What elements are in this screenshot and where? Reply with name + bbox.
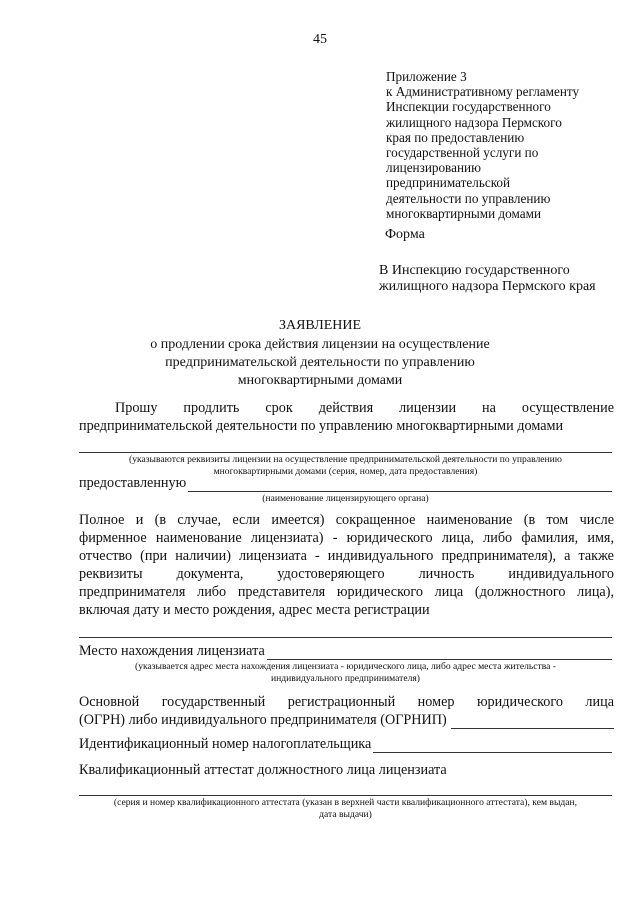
appendix-line: к Административному регламенту	[386, 84, 580, 100]
subtitle-line: многоквартирными домами	[237, 373, 403, 388]
provided-row	[79, 475, 612, 492]
ogrn-field[interactable]	[451, 714, 614, 729]
subtitle-line: предпринимательской деятельности по управлению	[165, 355, 475, 370]
location-caption	[79, 661, 612, 685]
ogrn-paragraph	[79, 693, 614, 729]
provided-label: предоставленную	[79, 475, 187, 491]
inn-label: Идентификационный номер налогоплательщика	[79, 736, 372, 752]
appendix-line: деятельности по управлению	[386, 190, 551, 206]
ogrn-row	[79, 711, 614, 729]
paragraph-line: предпринимателя либо представителя юридического лица (должностного лица),	[79, 584, 614, 600]
request-line-1: Прошу продлить срок действия лицензии на осуществление	[115, 400, 614, 416]
authority-field[interactable]	[188, 477, 612, 492]
full-name-paragraph	[79, 511, 614, 619]
location-field[interactable]	[267, 645, 612, 660]
location-row	[79, 643, 612, 660]
qualification-caption	[79, 797, 612, 821]
appendix-block	[386, 69, 626, 221]
appendix-line: предпринимательской	[386, 175, 511, 191]
appendix-line: многоквартирными домами	[386, 205, 541, 221]
appendix-line: лицензированию	[386, 160, 481, 176]
addressee-line: В Инспекцию государственного	[379, 263, 570, 278]
paragraph-line: Полное и (в случае, если имеется) сокращенное наименование (в том числе	[79, 512, 614, 528]
caption-line: (серия и номер квалификационного аттестата (указан в верхней части квалификационного аттестата), кем выдан,	[113, 797, 578, 808]
ogrn-label: (ОГРН) либо индивидуального предпринимателя (ОГРНИП)	[79, 712, 447, 728]
qualification-label: Квалификационный аттестат должностного лица лицензиата	[79, 762, 447, 778]
caption-line: дата выдачи)	[319, 809, 372, 820]
paragraph-line: фирменное наименование лицензиата) - юридического лица, либо фамилия, имя,	[79, 530, 614, 546]
form-label: Форма	[385, 227, 425, 242]
inn-row	[79, 736, 612, 753]
request-line-2: предпринимательской деятельности по управлению многоквартирными домами	[79, 418, 564, 434]
paragraph-line: Основной государственный регистрационный номер юридического лица	[79, 694, 614, 710]
license-details-field[interactable]	[79, 452, 612, 453]
full-name-field[interactable]	[79, 637, 612, 638]
caption-line: индивидуального предпринимателя)	[271, 673, 420, 684]
paragraph-line: реквизиты документа, удостоверяющего личность индивидуального	[79, 566, 614, 582]
appendix-line: Инспекции государственного	[386, 99, 551, 115]
paragraph-line: отчество (при наличии) лицензиата - индивидуального предпринимателя), а также	[79, 548, 614, 564]
request-paragraph	[79, 399, 614, 435]
appendix-line: жилищного надзора Пермского	[386, 114, 562, 130]
addressee-block	[379, 263, 596, 295]
location-label: Место нахождения лицензиата	[79, 643, 265, 659]
appendix-line: края по предоставлению	[386, 129, 525, 145]
inn-field[interactable]	[373, 738, 612, 753]
appendix-line: Приложение 3	[386, 69, 467, 84]
addressee-line: жилищного надзора Пермского края	[379, 279, 596, 294]
appendix-line: государственной услуги по	[386, 145, 539, 161]
subtitle-line: о продлении срока действия лицензии на осуществление	[150, 337, 490, 352]
paragraph-line: включая дату и место рождения, адрес места регистрации	[79, 602, 430, 618]
document-subtitle	[120, 336, 520, 390]
authority-caption: (наименование лицензирующего органа)	[262, 493, 429, 504]
caption-line: (указывается адрес места нахождения лицензиата - юридического лица, либо адрес места жительства -	[135, 661, 556, 672]
page-number: 45	[313, 32, 327, 47]
document-title: ЗАЯВЛЕНИЕ	[278, 318, 362, 333]
caption-line: (указываются реквизиты лицензии на осуществление предпринимательской деятельности по управлению	[129, 454, 562, 465]
qualification-field[interactable]	[79, 795, 612, 796]
caption-line: многоквартирными домами (серия, номер, дата предоставления)	[213, 466, 478, 477]
